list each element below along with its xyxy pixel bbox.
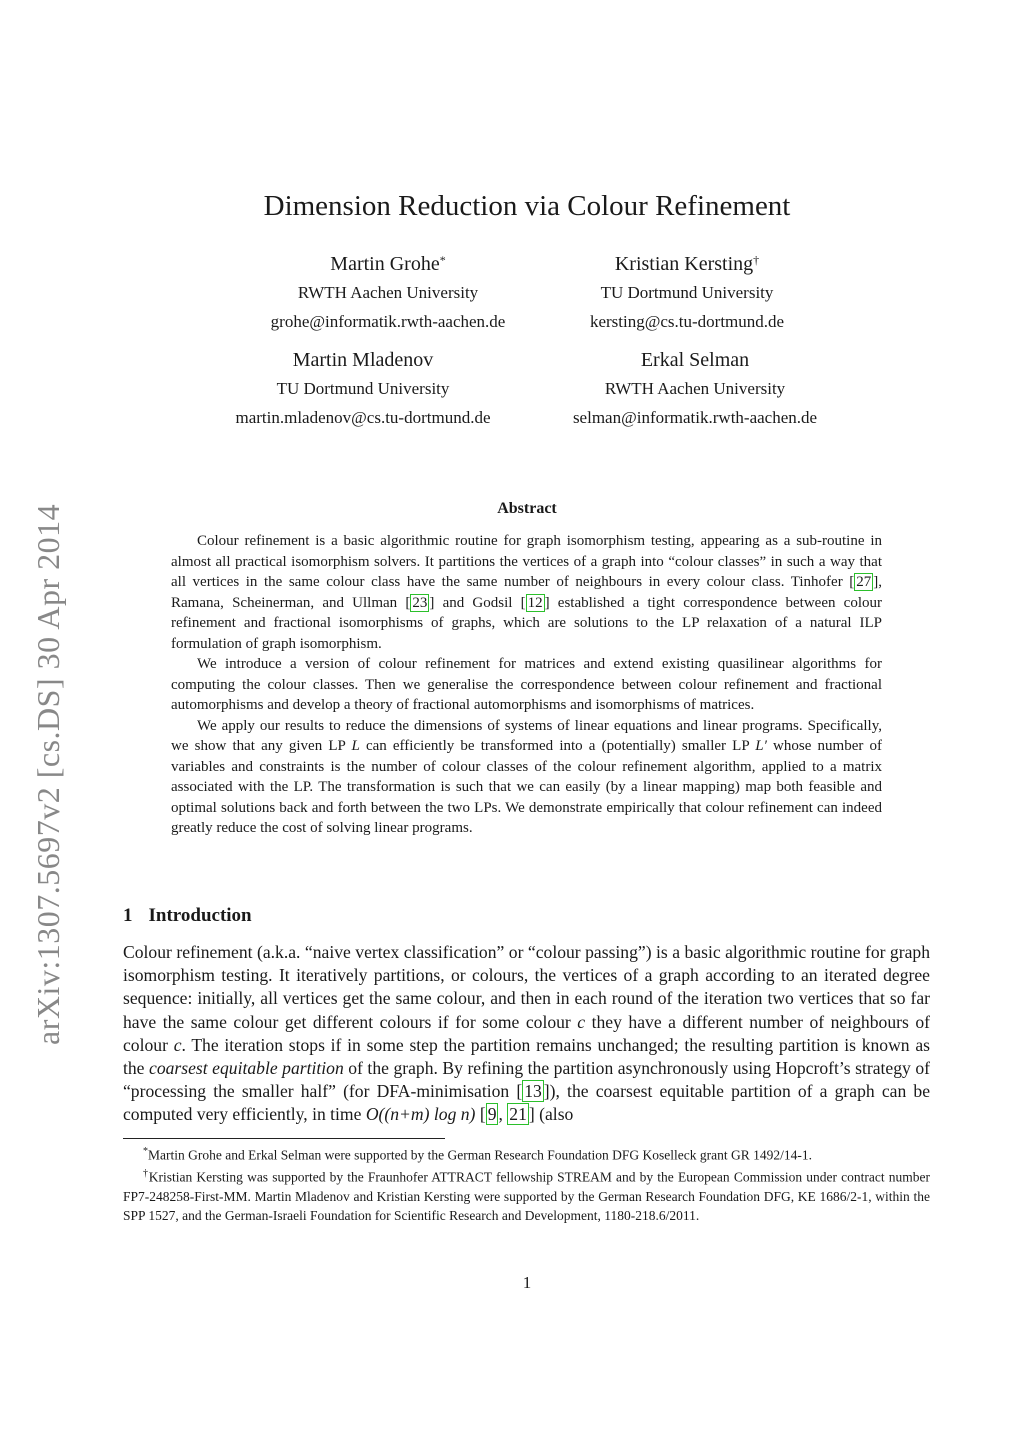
abstract-paragraph: Colour refinement is a basic algorithmic routine for graph isomorphism testing, appearing as a sub-routine in almost all practical isomorphism solvers. It partitions the vertices of a graph into “colour classes” in such a way that all vertices in the same colour class have the same number of neighbours in every colour class. Tinhofer [ 27 ], Ramana, Scheinerman, and Ullman [ 23 ] and Godsil [ 12 ] established a tight correspondence between colour refinement and fractional isomorphisms of graphs, which are solutions to the LP relaxation of a natural ILP formulation of graph isomorphism. xyxy=(171,533,882,652)
citation-link[interactable]: 23 xyxy=(412,594,428,611)
footnote: †Kristian Kersting was supported by the Fraunhofer ATTRACT fellowship STREAM and by the European Commission under contract number FP7-248258-First-MM. Martin Mladenov and Kristian Kersting were supported by the German Research Foundation DFG, KE 1686/2-1, within the SPP 1527, and the German-Israeli Foundation for Scientific Research and Development, 1180-218.6/2011. xyxy=(123,1168,930,1223)
intro-body xyxy=(123,941,930,1127)
author-block xyxy=(218,252,558,332)
author-name: Kristian Kersting† xyxy=(614,253,760,275)
paper-title: Dimension Reduction via Colour Refinement xyxy=(263,190,791,222)
abstract-body xyxy=(171,531,882,839)
author-block xyxy=(517,252,857,332)
author-email: kersting@cs.tu-dortmund.de xyxy=(589,312,785,331)
citation-link[interactable]: 12 xyxy=(527,594,543,611)
author-affiliation: TU Dortmund University xyxy=(276,379,450,398)
author-block xyxy=(525,348,865,428)
citation-link[interactable]: 21 xyxy=(509,1104,527,1125)
author-name: Martin Mladenov xyxy=(292,349,434,371)
footnote: *Martin Grohe and Erkal Selman were supported by the German Research Foundation DFG Koselleck grant GR 1492/14-1. xyxy=(143,1146,812,1163)
arxiv-stamp: arXiv:1307.5697v2 [cs.DS] 30 Apr 2014 xyxy=(30,503,66,1045)
intro-paragraph: Colour refinement (a.k.a. “naive vertex classification” or “colour passing”) is a basic algorithmic routine for graph isomorphism testing. It iteratively partitions, or colours, the vertices of a graph according to an iterated degree sequence: initially, all vertices get the same colour, and then in each round of the iteration two vertices that so far have the same colour get different colours if for some colour c they have a different number of neighbours of colour c. The iteration stops if in some step the partition remains unchanged; the resulting partition is known as the coarsest equitable partition of the graph. By refining the partition asynchronously using Hopcroft’s strategy of “processing the smaller half” (for DFA-minimisation [ 13 ]), the coarsest equitable partition of a graph can be computed very efficiently, in time O((n+m) log n) [ 9 , 21 ] (also xyxy=(123,942,930,1125)
page-number: 1 xyxy=(522,1273,532,1292)
citation-link[interactable]: 13 xyxy=(524,1081,542,1102)
author-block xyxy=(193,348,533,428)
author-name: Martin Grohe* xyxy=(330,253,446,275)
author-affiliation: RWTH Aachen University xyxy=(297,283,479,302)
author-affiliation: TU Dortmund University xyxy=(600,283,774,302)
author-email: grohe@informatik.rwth-aachen.de xyxy=(270,312,506,331)
author-affiliation: RWTH Aachen University xyxy=(604,379,786,398)
citation-link[interactable]: 9 xyxy=(487,1104,497,1125)
abstract-paragraph: We apply our results to reduce the dimensions of systems of linear equations and linear programs. Specifically, we show that any given LP L can efficiently be transformed into a (potentially) smaller LP L′ whose number of variables and constraints is the number of colour classes of the colour refinement algorithm, applied to a matrix associated with the LP. The transformation is such that we can easily (by a linear mapping) map both feasible and optimal solutions back and forth between the two LPs. We demonstrate empirically that colour refinement can indeed greatly reduce the cost of solving linear programs. xyxy=(171,717,882,836)
section-heading: 1 Introduction xyxy=(123,905,252,926)
footnote-rule xyxy=(123,1138,445,1139)
author-email: selman@informatik.rwth-aachen.de xyxy=(572,408,818,427)
abstract-paragraph: We introduce a version of colour refinement for matrices and extend existing quasilinear algorithms for computing the colour classes. Then we generalise the correspondence between colour refinement and fractional automorphisms and develop a theory of fractional automorphisms and isomorphisms of matrices. xyxy=(171,656,882,713)
citation-link[interactable]: 27 xyxy=(856,574,872,590)
author-name: Erkal Selman xyxy=(640,349,750,371)
complexity-formula: O((n+m) log n) xyxy=(365,1104,476,1125)
abstract-heading: Abstract xyxy=(497,500,557,517)
author-email: martin.mladenov@cs.tu-dortmund.de xyxy=(235,408,491,427)
